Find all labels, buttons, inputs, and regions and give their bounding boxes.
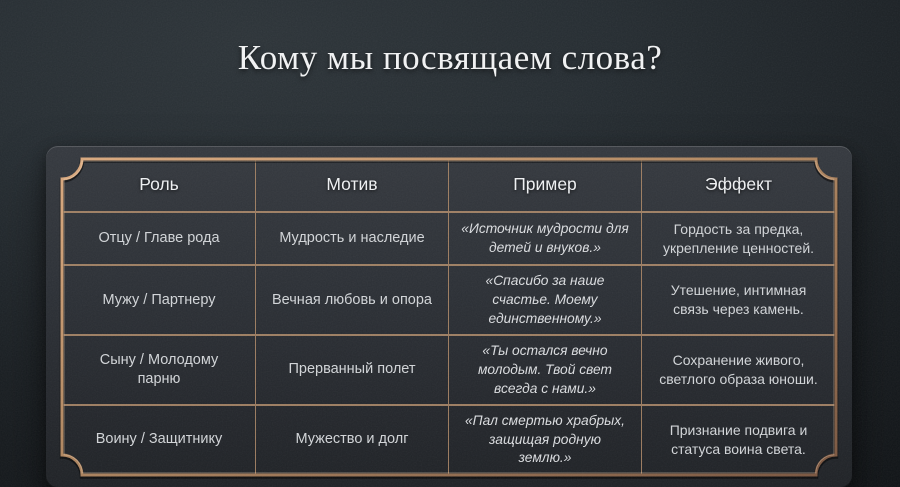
cell-motive: Мужество и долг [256,404,449,474]
cell-motive: Мудрость и наследие [256,211,449,264]
cell-effect: Сохранение живого, светлого образа юноши. [642,334,835,404]
cell-example: «Источник мудрости для детей и внуков.» [449,211,642,264]
column-header-effect: Эффект [705,173,772,194]
cell-effect: Утешение, интимная связь через камень. [642,264,835,334]
column-header-motive: Мотив [256,160,449,211]
cell-role: Воину / Защитнику [63,404,256,474]
column-header-example: Пример [449,160,642,211]
cell-effect: Признание подвига и статуса воина света. [642,404,835,474]
page-title: Кому мы посвящаем слова? [237,38,663,77]
table-card [46,146,852,487]
cell-effect: Гордость за предка, укрепление ценностей. [642,211,835,264]
dedication-table [63,160,835,474]
cell-example: «Пал смертью храбрых, защищая родную землю.» [449,404,642,474]
cell-motive: Вечная любовь и опора [256,264,449,334]
column-header-role: Роль [63,160,256,211]
cell-example: «Ты остался вечно молодым. Твой свет всегда с нами.» [449,334,642,404]
cell-role: Отцу / Главе рода [63,211,256,264]
cell-example: «Спасибо за наше счастье. Моему единственному.» [449,264,642,334]
cell-motive: Прерванный полет [256,334,449,404]
cell-role: Сыну / Молодому парню [63,334,256,404]
cell-role: Мужу / Партнеру [63,264,256,334]
